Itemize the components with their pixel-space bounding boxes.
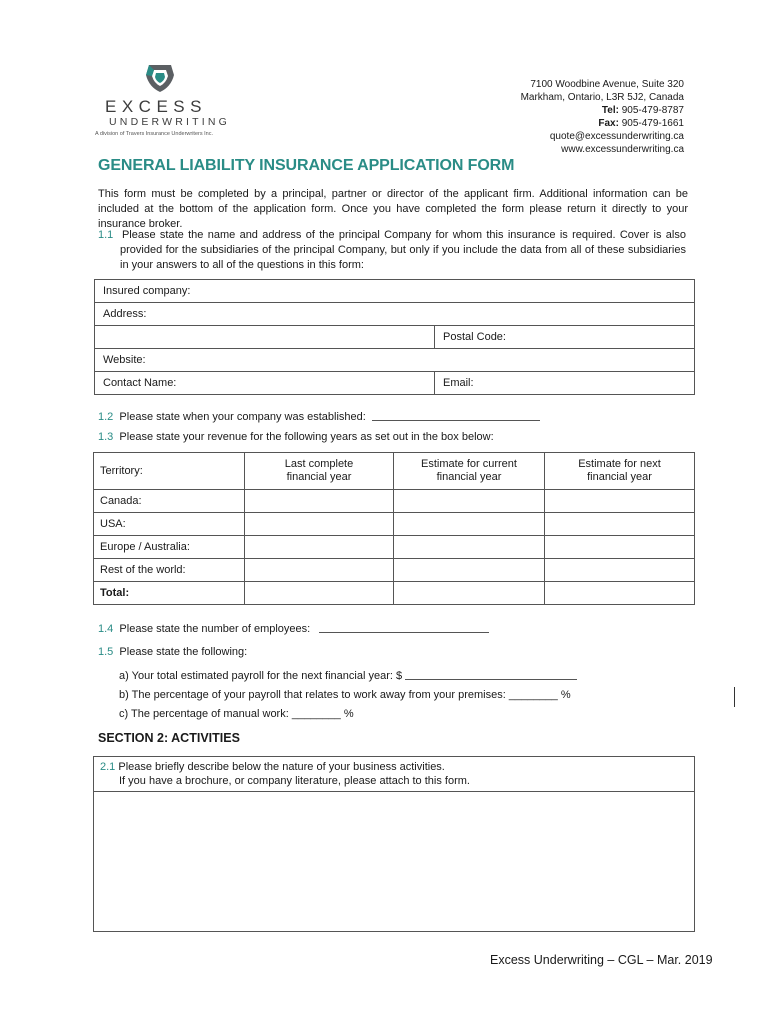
header-line: Estimate for next [578,458,661,470]
question-text: Please state your revenue for the following years as set out in the box below: [119,431,494,443]
activities-prompt [94,757,694,792]
territory-header: Territory: [94,453,245,490]
next-year-header [545,453,695,490]
fax-number: 905-479-1661 [618,118,684,129]
section-2-heading: SECTION 2: ACTIVITIES [98,731,240,745]
question-text: Please state the number of employees: [119,623,311,635]
fax-label: Fax: [598,118,619,129]
question-1-5 [98,646,247,658]
header-line: financial year [286,471,352,483]
question-subtext: If you have a brochure, or company literature, please attach to this form. [119,775,470,787]
logo-wordmark: EXCESS [105,97,207,116]
email-address: quote@excessunderwriting.ca [549,131,684,142]
manual-work-question: c) The percentage of manual work: ________ % [119,708,354,720]
address-continuation-field[interactable] [95,326,435,349]
question-number: 1.2 [98,411,114,423]
address-line-2: Markham, Ontario, L3R 5J2, Canada [520,92,684,103]
question-1-1 [98,228,686,273]
email-field[interactable]: Email: [435,372,695,395]
total-label: Total: [94,582,245,605]
phone-label: Tel: [601,105,619,116]
territory-europe-australia: Europe / Australia: [94,536,245,559]
logo-tagline: A division of Travers Insurance Underwriters Inc. [95,131,213,137]
territory-canada: Canada: [94,490,245,513]
revenue-cell[interactable] [394,536,545,559]
question-number: 1.3 [98,431,114,443]
revenue-cell[interactable] [394,582,545,605]
question-number: 2.1 [100,761,116,773]
last-year-header [245,453,394,490]
table-row [94,536,695,559]
revenue-cell[interactable] [245,490,394,513]
revenue-cell[interactable] [545,536,695,559]
revenue-cell[interactable] [394,559,545,582]
insured-company-field[interactable]: Insured company: [95,280,695,303]
address-field[interactable]: Address: [95,303,695,326]
revenue-cell[interactable] [245,559,394,582]
header-line: financial year [436,471,502,483]
address-line-1: 7100 Woodbine Avenue, Suite 320 [530,79,684,90]
intro-paragraph: This form must be completed by a principal, partner or director of the applicant firm. Additional information can be included at the bottom of the application form. Once you have completed the form please return it directly to your insurance broker. [98,188,688,230]
page-footer: Excess Underwriting – CGL – Mar. 2019 [490,953,713,967]
payroll-label: a) Your total estimated payroll for the next financial year: $ [119,670,403,682]
fax-line [521,117,684,130]
logo-subtitle: UNDERWRITING [109,116,231,128]
territory-usa: USA: [94,513,245,536]
revenue-cell[interactable] [545,559,695,582]
question-1-4 [98,623,489,635]
contact-name-field[interactable]: Contact Name: [95,372,435,395]
payroll-input[interactable] [405,679,577,680]
territory-rest-of-world: Rest of the world: [94,559,245,582]
established-date-input[interactable] [372,420,540,421]
header-line: financial year [587,471,652,483]
table-row [94,582,695,605]
question-number: 1.5 [98,646,114,658]
table-row [94,513,695,536]
revenue-cell[interactable] [545,490,695,513]
form-title: GENERAL LIABILITY INSURANCE APPLICATION FORM [98,157,515,174]
margin-mark [734,687,735,707]
header-line: Last complete [284,458,354,470]
revenue-cell[interactable] [245,513,394,536]
activities-box [93,756,695,932]
revenue-cell[interactable] [394,513,545,536]
header-line: Estimate for current [421,458,517,470]
revenue-cell[interactable] [245,582,394,605]
employee-count-input[interactable] [319,632,489,633]
revenue-cell[interactable] [545,582,695,605]
question-number: 1.1 [98,229,114,241]
revenue-cell[interactable] [545,513,695,536]
question-number: 1.4 [98,623,114,635]
revenue-cell[interactable] [394,490,545,513]
payroll-away-question: b) The percentage of your payroll that relates to work away from your premises: ________ % [119,689,571,701]
website-address: www.excessunderwriting.ca [561,144,684,155]
company-address-block [521,78,684,156]
phone-line [521,104,684,117]
website-field[interactable]: Website: [95,349,695,372]
question-text: Please state when your company was established: [119,411,366,423]
payroll-question [119,670,577,682]
revenue-table [93,452,695,605]
revenue-cell[interactable] [245,536,394,559]
table-row [94,490,695,513]
question-text: Please briefly describe below the nature of your business activities. [118,761,445,773]
postal-code-field[interactable]: Postal Code: [435,326,695,349]
table-row [94,559,695,582]
logo-shield-icon [143,61,177,93]
activities-answer-area[interactable] [94,792,694,929]
question-1-3 [98,431,494,443]
question-1-2 [98,411,540,423]
company-details-table [94,279,695,395]
phone-number: 905-479-8787 [618,105,684,116]
current-year-header [394,453,545,490]
question-text: Please state the following: [119,646,248,658]
question-text: Please state the name and address of the principal Company for whom this insurance is required. Cover is also provided for the subsidiaries of the principal Company, but only if you include the data from all of these subsidiaries in your answers to all of the questions in this form: [120,229,686,271]
